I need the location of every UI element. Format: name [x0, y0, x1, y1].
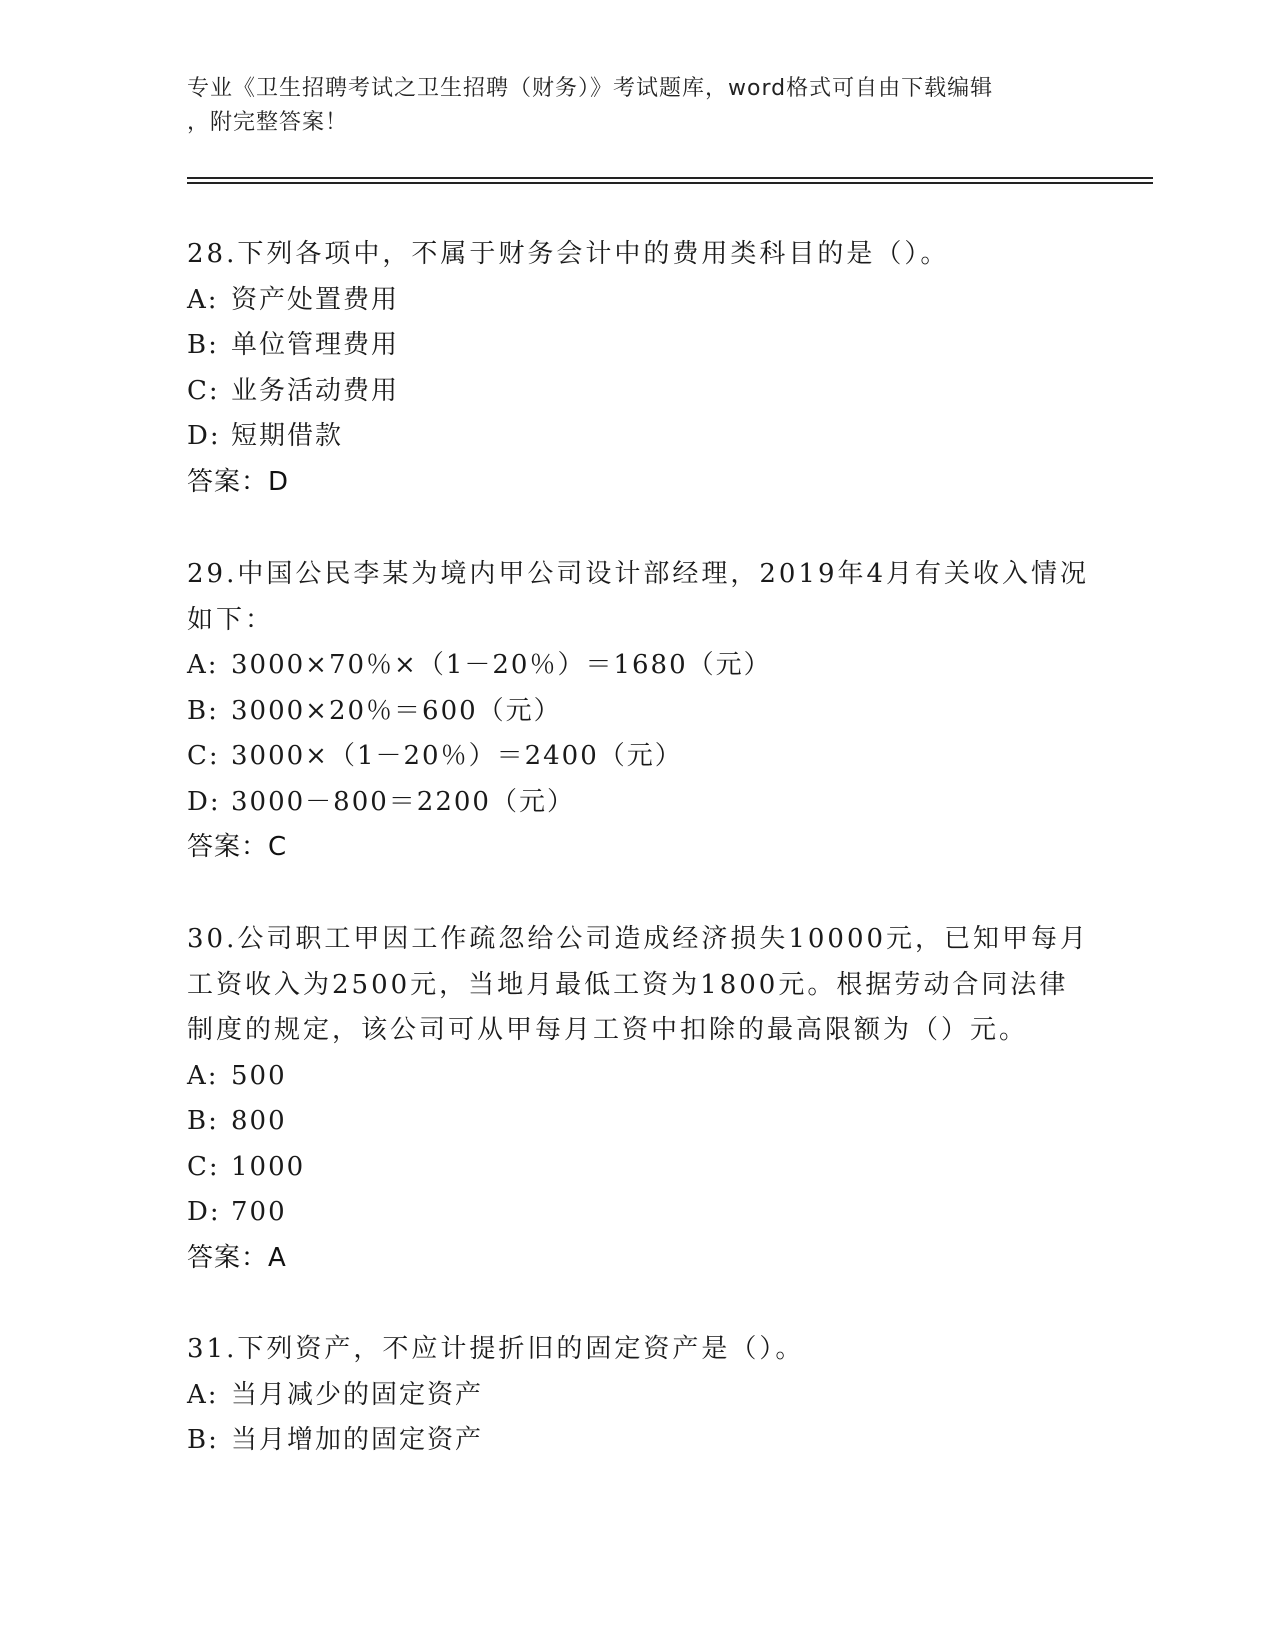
option-letter: D:	[187, 421, 221, 451]
answer-line: 答案：D	[187, 466, 290, 497]
option-a	[187, 1373, 1087, 1419]
header-title-line-2: ，附完整答案！	[187, 110, 349, 135]
option-text: 业务活动费用	[231, 375, 400, 406]
option-c	[187, 369, 1087, 415]
option-letter: D:	[187, 1197, 221, 1227]
option-a	[187, 278, 1087, 324]
option-d	[187, 1190, 1087, 1236]
question-stem-line-2: 如下：	[187, 604, 275, 635]
question-stem-line-2: 工资收入为2500元，当地月最低工资为1800元。根据劳动合同法律	[187, 969, 1069, 1000]
option-letter: A:	[187, 650, 219, 680]
question-stem: 31.下列资产，不应计提折旧的固定资产是（）。	[187, 1334, 805, 1364]
question-stem: 28.下列各项中，不属于财务会计中的费用类科目的是（）。	[187, 239, 950, 269]
option-d	[187, 414, 1087, 460]
option-text: 资产处置费用	[231, 284, 400, 315]
question-stem-line-3: 制度的规定，该公司可从甲每月工资中扣除的最高限额为（）元。	[187, 1015, 1029, 1045]
header-title-line-1: 专业《卫生招聘考试之卫生招聘（财务）》考试题库，word格式可自由下载编辑	[187, 76, 994, 101]
option-letter: B:	[187, 1106, 219, 1136]
header-divider-bottom	[187, 182, 1153, 184]
option-letter: A:	[187, 284, 219, 315]
option-text: 3000×20％＝600（元）	[231, 695, 562, 726]
option-c	[187, 1145, 1087, 1191]
option-text: 500	[231, 1060, 287, 1091]
option-text: 800	[231, 1106, 287, 1136]
option-b	[187, 323, 1087, 369]
option-text: 3000×70％×（1－20％）＝1680（元）	[231, 650, 772, 680]
question-29	[187, 552, 1090, 871]
option-letter: C:	[187, 375, 220, 406]
question-31	[187, 1327, 1087, 1464]
option-letter: B:	[187, 1425, 219, 1455]
option-b	[187, 1418, 1087, 1464]
option-text: 1000	[231, 1151, 306, 1182]
option-text: 短期借款	[231, 421, 344, 451]
question-stem-line-1: 29.中国公民李某为境内甲公司设计部经理，2019年4月有关收入情况	[187, 559, 1090, 589]
answer-line: 答案：C	[187, 832, 288, 862]
option-letter: B:	[187, 330, 219, 360]
question-30	[187, 917, 1090, 1281]
question-stem-line-1: 30.公司职工甲因工作疏忽给公司造成经济损失10000元，已知甲每月	[187, 924, 1090, 954]
option-b	[187, 689, 1087, 735]
option-a	[187, 643, 1087, 689]
option-letter: A:	[187, 1060, 219, 1091]
option-text: 当月增加的固定资产	[231, 1425, 484, 1455]
option-letter: A:	[187, 1379, 219, 1410]
option-text: 单位管理费用	[231, 330, 400, 360]
option-letter: C:	[187, 741, 220, 771]
option-text: 当月减少的固定资产	[231, 1379, 484, 1410]
option-letter: C:	[187, 1151, 220, 1182]
option-text: 3000×（1－20％）＝2400（元）	[231, 741, 683, 771]
question-28	[187, 232, 1087, 505]
document-header	[187, 72, 1067, 140]
option-c	[187, 734, 1087, 780]
option-text: 3000－800＝2200（元）	[231, 786, 575, 817]
option-letter: B:	[187, 695, 219, 726]
header-divider-top	[187, 177, 1153, 179]
option-b	[187, 1099, 1087, 1145]
option-text: 700	[231, 1197, 287, 1227]
option-letter: D:	[187, 786, 221, 817]
answer-line: 答案：A	[187, 1242, 287, 1273]
option-d	[187, 780, 1087, 826]
option-a	[187, 1054, 1087, 1100]
